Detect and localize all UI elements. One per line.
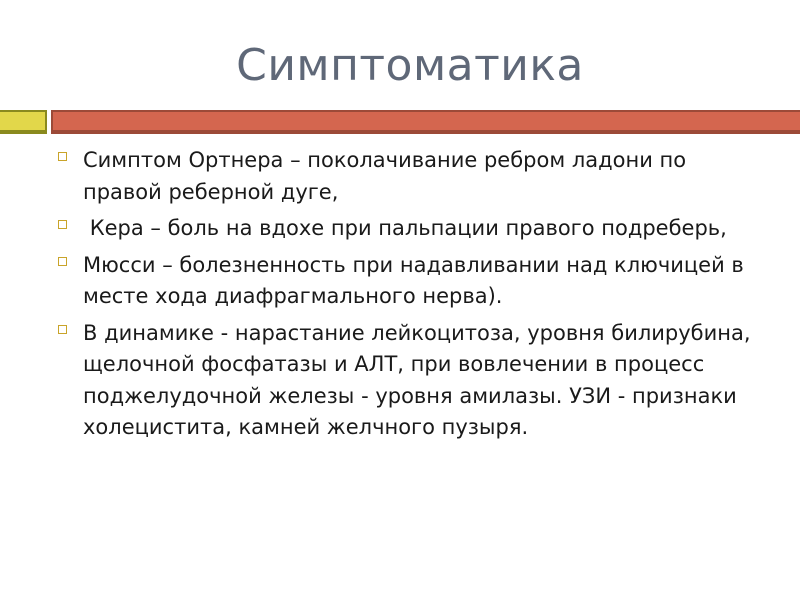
square-bullet-icon	[58, 325, 67, 334]
accent-bar-left	[0, 112, 45, 130]
bullet-item-kera	[58, 213, 758, 245]
bullet-text: Кера – боль на вдохе при пальпации правого подреберь,	[83, 216, 727, 240]
bullet-item-dynamics	[58, 318, 758, 444]
square-bullet-icon	[58, 220, 67, 229]
bullet-text: Мюсси – болезненность при надавливании над ключицей в месте хода диафрагмального нерва).	[83, 252, 744, 308]
square-bullet-icon	[58, 257, 67, 266]
slide-title: Симптоматика	[236, 40, 584, 91]
bullet-item-mussi	[58, 250, 758, 313]
bullet-list	[58, 145, 758, 449]
bullet-item-ortner	[58, 145, 758, 208]
accent-bar-right	[53, 112, 800, 130]
bullet-text: Симптом Ортнера – поколачивание ребром ладони по правой реберной дуге,	[83, 148, 687, 204]
square-bullet-icon	[58, 152, 67, 161]
bullet-text: В динамике - нарастание лейкоцитоза, уровня билирубина, щелочной фосфатазы и АЛТ, при вовлечении в процесс поджелудочной железы - уровня амилазы. УЗИ - признаки холецистита, камней желчного пузыря.	[83, 320, 751, 439]
